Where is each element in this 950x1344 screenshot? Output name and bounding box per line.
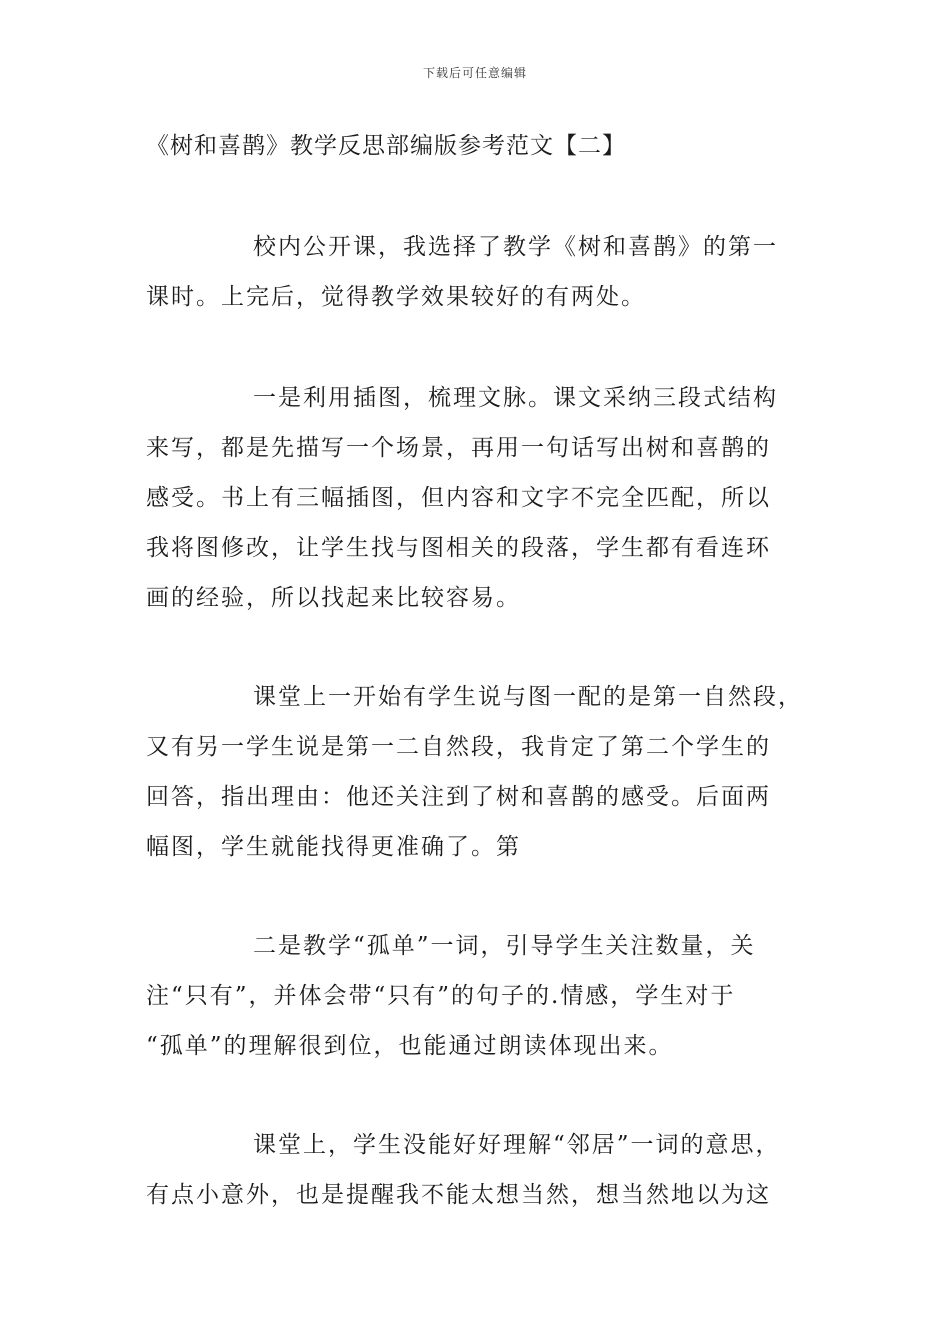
paragraph-line: 二是教学“孤单”一词，引导学生关注数量，关 xyxy=(253,933,756,959)
paragraph-1 xyxy=(146,222,826,322)
paragraph-2 xyxy=(146,373,826,623)
paragraph-line: 我将图修改，让学生找与图相关的段落，学生都有看连环 xyxy=(146,535,771,561)
paragraph-line: 校内公开课，我选择了教学《树和喜鹊》的第一 xyxy=(253,234,778,260)
paragraph-4 xyxy=(146,921,826,1071)
paragraph-line: 回答，指出理由：他还关注到了树和喜鹊的感受。后面两 xyxy=(146,784,771,810)
paragraph-line: 一是利用插图，梳理文脉。课文采纳三段式结构 xyxy=(253,385,778,411)
paragraph-3 xyxy=(146,672,826,872)
paragraph-line: 注“只有”，并体会带“只有”的句子的.情感，学生对于 xyxy=(146,983,736,1009)
paragraph-line: 幅图，学生就能找得更准确了。第 xyxy=(146,834,521,860)
paragraph-line: 有点小意外，也是提醒我不能太想当然，想当然地以为这 xyxy=(146,1182,771,1208)
paragraph-line: 感受。书上有三幅插图，但内容和文字不完全匹配，所以 xyxy=(146,485,771,511)
paragraph-line: 课堂上一开始有学生说与图一配的是第一自然段， xyxy=(253,684,803,710)
paragraph-line: 课时。上完后，觉得教学效果较好的有两处。 xyxy=(146,284,646,310)
paragraph-line: “孤单”的理解很到位，也能通过朗读体现出来。 xyxy=(146,1033,674,1059)
paragraph-line: 课堂上，学生没能好好理解“邻居”一词的意思， xyxy=(253,1132,781,1158)
paragraph-line: 来写，都是先描写一个场景，再用一句话写出树和喜鹊的 xyxy=(146,435,771,461)
paragraph-line: 画的经验，所以找起来比较容易。 xyxy=(146,585,521,611)
document-title: 《树和喜鹊》教学反思部编版参考范文【二】 xyxy=(146,133,626,159)
paragraph-line: 又有另一学生说是第一二自然段，我肯定了第二个学生的 xyxy=(146,734,771,760)
header-note: 下载后可任意编辑 xyxy=(422,66,527,80)
paragraph-5 xyxy=(146,1120,826,1220)
